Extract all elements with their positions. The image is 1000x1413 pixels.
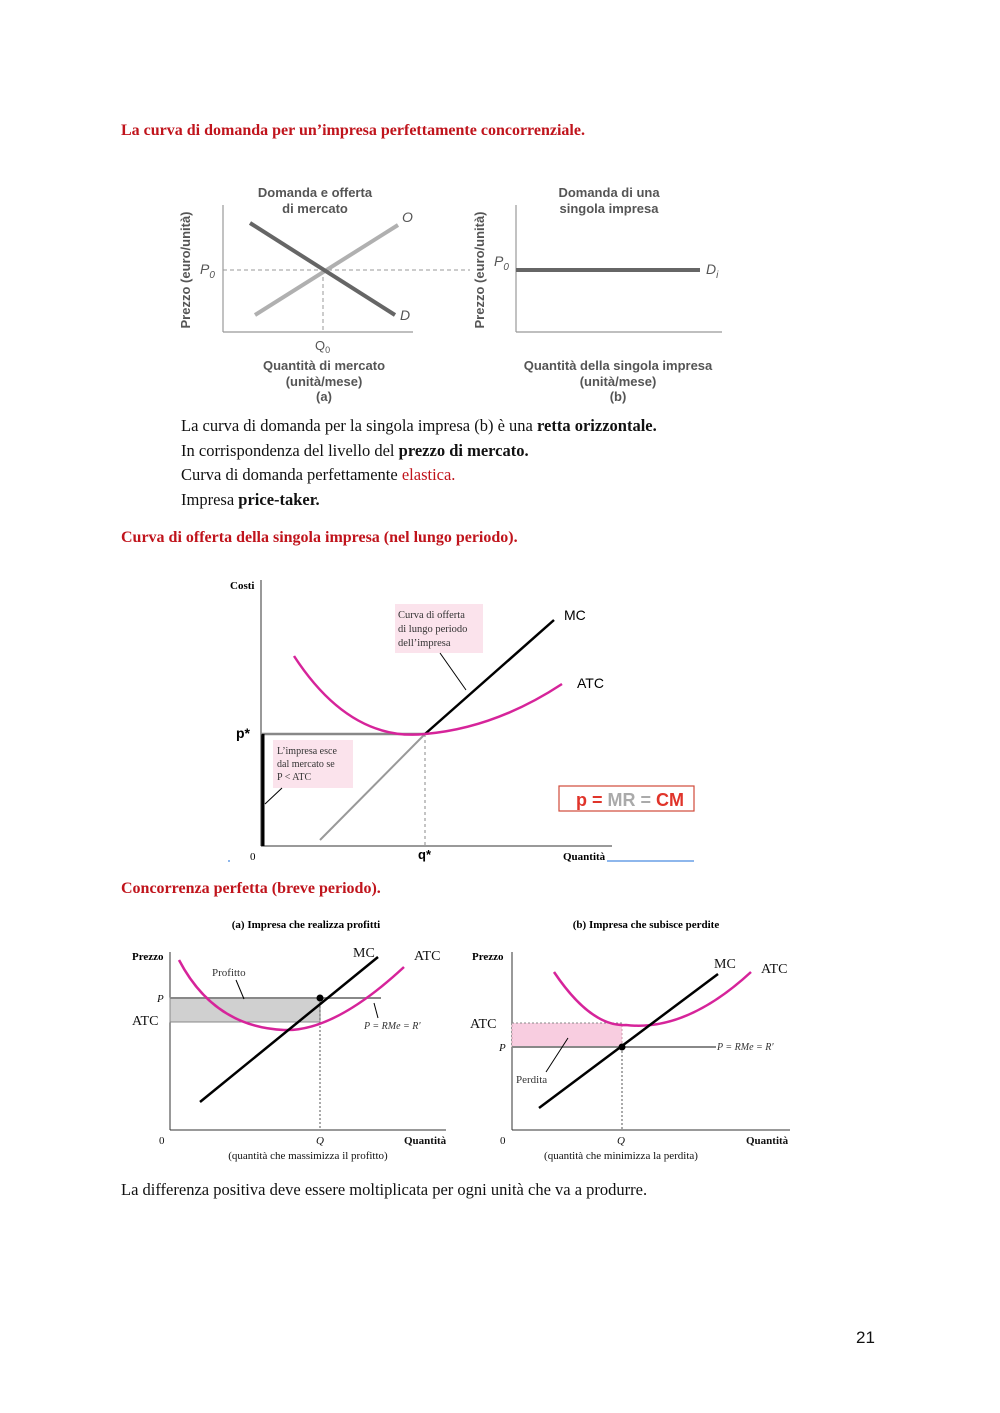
fig1b-xlabel-line1: Quantità della singola impresa bbox=[523, 358, 713, 373]
fig3a-p-label: P bbox=[157, 993, 164, 1005]
fig3b-atc-axis-label: ATC bbox=[470, 1017, 497, 1032]
fig1a-xlabel-line1: Quantità di mercato bbox=[262, 358, 386, 373]
fig1a-p0-label: $P_0$ bbox=[200, 261, 215, 281]
fig1a-supply-label: O bbox=[402, 209, 413, 225]
fig3b-origin: 0 bbox=[500, 1135, 506, 1147]
fig3a-origin: 0 bbox=[159, 1135, 165, 1147]
fig2-qstar-label: q* bbox=[418, 847, 431, 862]
fig2-supply-note-pointer bbox=[440, 653, 466, 690]
closing-text: La differenza positiva deve essere moltiplicata per ogni unità che va a produrre. bbox=[121, 1180, 648, 1199]
fig1a-xlabel-line2: (unità/mese) bbox=[285, 374, 363, 389]
fig1a-demand-label: D bbox=[400, 307, 411, 323]
fig1b-tag: (b) bbox=[609, 389, 627, 404]
fig1a-tag: (a) bbox=[316, 389, 332, 404]
fig2-atc-curve bbox=[294, 656, 562, 735]
demand-line-2: In corrispondenza del livello del prezzo di mercato. bbox=[181, 440, 529, 460]
fig1b-title-line2: singola impresa bbox=[559, 201, 659, 216]
fig1a-ylabel: Prezzo (euro/unità) bbox=[178, 211, 193, 329]
fig1a-title-line2: di mercato bbox=[282, 201, 348, 216]
demand-line-3: Curva di domanda perfettamente elastica. bbox=[181, 465, 456, 484]
fig3b-p-label: P bbox=[499, 1042, 506, 1054]
fig1a-title-line1: Domanda e offerta bbox=[257, 185, 373, 200]
fig3b-loss-label: Perdita bbox=[516, 1074, 548, 1086]
figure-long-run-supply bbox=[220, 572, 700, 867]
fig2-pstar-label: p* bbox=[236, 725, 250, 741]
fig3a-atc-axis-label: ATC bbox=[132, 1014, 159, 1029]
fig2-origin: 0 bbox=[250, 851, 256, 863]
fig3a-profit-area bbox=[170, 998, 320, 1022]
fig3a-equilibrium-point bbox=[317, 995, 324, 1002]
fig1b-xlabel-line2: (unità/mese) bbox=[579, 374, 657, 389]
fig2-xlabel: Quantità bbox=[563, 851, 606, 863]
fig3a-caption: (quantità che massimizza il profitto) bbox=[228, 1150, 388, 1162]
fig3b-xlabel: Quantità bbox=[746, 1135, 789, 1147]
fig3a-price-line-label: P = RMe = R' bbox=[364, 1021, 421, 1032]
fig2-supply-note-line2: di lungo periodo bbox=[398, 624, 468, 635]
fig3a-mc-label: MC bbox=[353, 946, 375, 961]
figure-market-demand-supply bbox=[170, 180, 740, 410]
fig3b-atc-label: ATC bbox=[761, 962, 788, 977]
fig3b-q-label: Q bbox=[617, 1135, 625, 1147]
fig1b-ylabel: Prezzo (euro/unità) bbox=[472, 211, 487, 329]
fig2-atc-label: ATC bbox=[577, 675, 604, 691]
fig3b-loss-area bbox=[512, 1023, 622, 1047]
fig3b-caption: (quantità che minimizza la perdita) bbox=[544, 1150, 698, 1162]
fig1b-p0-label: $P_0$ bbox=[494, 253, 509, 273]
fig2-supply-note-line3: dell’impresa bbox=[398, 638, 451, 649]
fig1a-q0-label: $Q_0$ bbox=[315, 338, 331, 355]
fig1b-demand-label: $D_i$ bbox=[706, 261, 719, 281]
fig2-exit-note-line1: L’impresa esce bbox=[277, 746, 337, 757]
fig3a-ylabel: Prezzo bbox=[132, 951, 164, 963]
fig3a-atc-label: ATC bbox=[414, 949, 441, 964]
section-heading-demand: La curva di domanda per un’impresa perfettamente concorrenziale. bbox=[121, 122, 585, 139]
fig3a-title: (a) Impresa che realizza profitti bbox=[231, 919, 381, 931]
section-heading-short-run: Concorrenza perfetta (breve periodo). bbox=[121, 880, 381, 897]
fig2-mc-label: MC bbox=[564, 607, 586, 623]
fig3b-atc-curve bbox=[554, 972, 751, 1026]
fig3b-mc-label: MC bbox=[714, 957, 736, 972]
fig3b-ylabel: Prezzo bbox=[472, 951, 504, 963]
fig3a-price-pointer bbox=[374, 1003, 378, 1018]
fig2-formula: p = MR = CM bbox=[576, 790, 685, 810]
fig2-exit-note-line3: P < ATC bbox=[277, 772, 312, 783]
fig2-exit-note-pointer bbox=[265, 788, 282, 804]
fig2-ylabel: Costi bbox=[230, 580, 255, 592]
demand-line-1: La curva di domanda per la singola impresa (b) è una retta orizzontale. bbox=[181, 416, 657, 435]
fig2-supply-note-line1: Curva di offerta bbox=[398, 610, 465, 621]
section-heading-long-run-supply: Curva di offerta della singola impresa (nel lungo periodo). bbox=[121, 529, 518, 546]
demand-line-4: Impresa price-taker. bbox=[181, 489, 320, 509]
page-number: 21 bbox=[856, 1328, 875, 1347]
fig1b-title-line1: Domanda di una bbox=[558, 185, 660, 200]
demand-explanation bbox=[181, 414, 657, 512]
fig3b-price-line-label: P = RMe = R' bbox=[717, 1042, 774, 1053]
fig3a-profit-label: Profitto bbox=[212, 967, 246, 979]
fig3b-equilibrium-point bbox=[619, 1044, 626, 1051]
figure-short-run-competition bbox=[126, 912, 806, 1167]
fig3a-xlabel: Quantità bbox=[404, 1135, 447, 1147]
fig2-exit-note-line2: dal mercato se bbox=[277, 759, 335, 770]
fig3b-title: (b) Impresa che subisce perdite bbox=[572, 919, 720, 931]
fig3a-q-label: Q bbox=[316, 1135, 324, 1147]
fig3a-profit-pointer bbox=[236, 980, 244, 999]
